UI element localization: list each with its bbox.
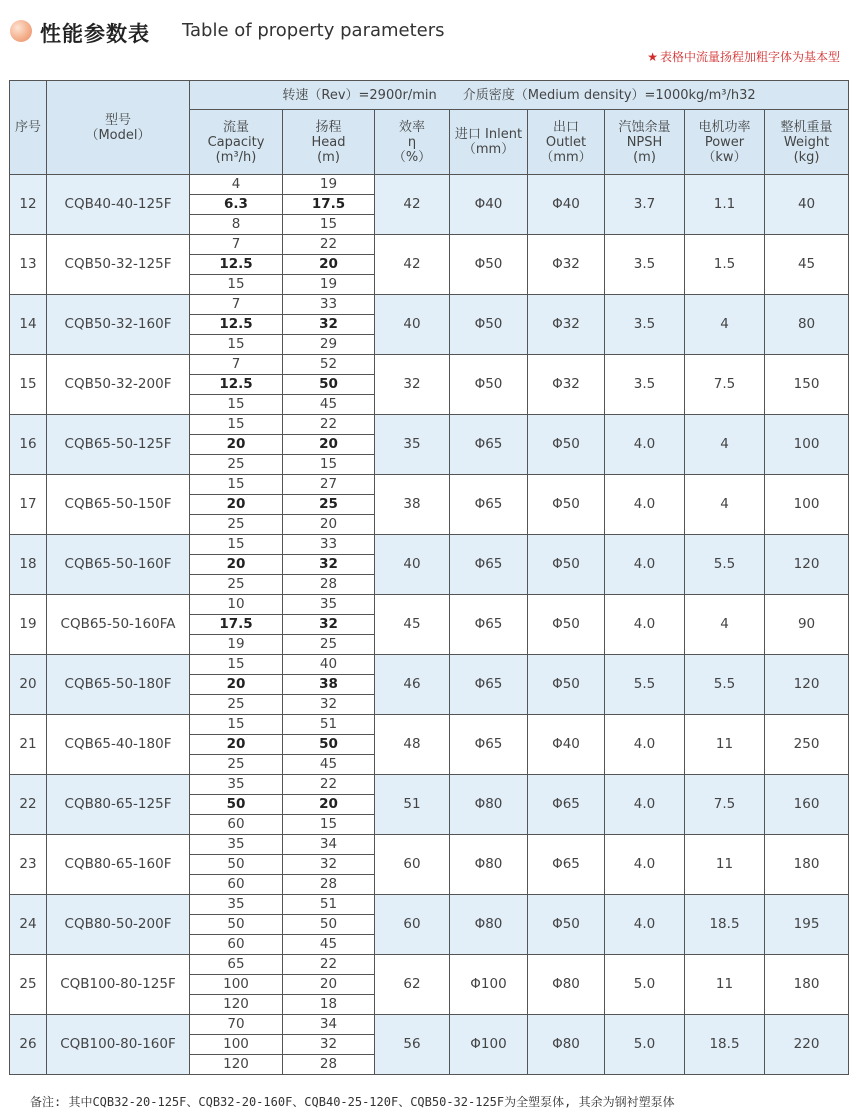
outlet-cell: Φ40 — [528, 715, 605, 775]
efficiency-cell: 60 — [375, 835, 450, 895]
inlet-cell: Φ65 — [450, 655, 528, 715]
capacity-cell: 100 — [190, 1035, 283, 1055]
npsh-cell: 4.0 — [605, 595, 685, 655]
capacity-cell: 15 — [190, 535, 283, 555]
outlet-cell: Φ65 — [528, 835, 605, 895]
capacity-cell: 20 — [190, 495, 283, 515]
col-model: 型号 （Model） — [47, 81, 190, 175]
head-cell: 35 — [283, 595, 375, 615]
capacity-cell: 35 — [190, 775, 283, 795]
model-cell: CQB65-50-160FA — [47, 595, 190, 655]
head-cell: 20 — [283, 515, 375, 535]
row-number: 16 — [10, 415, 47, 475]
npsh-cell: 4.0 — [605, 775, 685, 835]
head-cell: 22 — [283, 775, 375, 795]
head-cell: 15 — [283, 215, 375, 235]
inlet-cell: Φ65 — [450, 535, 528, 595]
npsh-cell: 4.0 — [605, 535, 685, 595]
capacity-cell: 15 — [190, 395, 283, 415]
inlet-cell: Φ80 — [450, 895, 528, 955]
capacity-cell: 12.5 — [190, 375, 283, 395]
outlet-cell: Φ50 — [528, 535, 605, 595]
capacity-cell: 25 — [190, 575, 283, 595]
efficiency-cell: 40 — [375, 295, 450, 355]
inlet-cell: Φ40 — [450, 175, 528, 235]
table-row — [10, 235, 849, 255]
power-cell: 7.5 — [685, 775, 765, 835]
table-row — [10, 1015, 849, 1035]
col-capacity: 流量 Capacity (m³/h) — [190, 110, 283, 175]
col-outlet: 出口 Outlet （mm） — [528, 110, 605, 175]
capacity-cell: 7 — [190, 295, 283, 315]
model-cell: CQB80-65-160F — [47, 835, 190, 895]
capacity-cell: 25 — [190, 455, 283, 475]
capacity-cell: 120 — [190, 995, 283, 1015]
head-cell: 22 — [283, 235, 375, 255]
weight-cell: 160 — [765, 775, 849, 835]
npsh-cell: 4.0 — [605, 895, 685, 955]
power-cell: 5.5 — [685, 655, 765, 715]
capacity-cell: 70 — [190, 1015, 283, 1035]
capacity-cell: 7 — [190, 355, 283, 375]
capacity-cell: 15 — [190, 335, 283, 355]
capacity-cell: 15 — [190, 715, 283, 735]
power-cell: 1.5 — [685, 235, 765, 295]
top-info: 转速（Rev）=2900r/min 介质密度（Medium density）=1000kg/m³/h32 — [190, 81, 849, 110]
head-cell: 45 — [283, 755, 375, 775]
model-cell: CQB100-80-160F — [47, 1015, 190, 1075]
weight-cell: 80 — [765, 295, 849, 355]
head-cell: 29 — [283, 335, 375, 355]
npsh-cell: 3.7 — [605, 175, 685, 235]
head-cell: 51 — [283, 895, 375, 915]
row-number: 25 — [10, 955, 47, 1015]
model-cell: CQB50-32-125F — [47, 235, 190, 295]
col-npsh: 汽蚀余量 NPSH (m) — [605, 110, 685, 175]
head-cell: 33 — [283, 535, 375, 555]
capacity-cell: 7 — [190, 235, 283, 255]
row-number: 15 — [10, 355, 47, 415]
weight-cell: 100 — [765, 415, 849, 475]
capacity-cell: 60 — [190, 935, 283, 955]
inlet-cell: Φ100 — [450, 1015, 528, 1075]
head-cell: 20 — [283, 975, 375, 995]
model-cell: CQB80-50-200F — [47, 895, 190, 955]
inlet-cell: Φ50 — [450, 355, 528, 415]
power-cell: 4 — [685, 475, 765, 535]
capacity-cell: 15 — [190, 475, 283, 495]
head-cell: 32 — [283, 315, 375, 335]
power-cell: 7.5 — [685, 355, 765, 415]
weight-cell: 90 — [765, 595, 849, 655]
npsh-cell: 4.0 — [605, 475, 685, 535]
footnote: 备注: 其中CQB32-20-125F、CQB32-20-160F、CQB40-25-120F、CQB50-32-125F为全塑泵体, 其余为钢衬塑泵体 — [30, 1095, 675, 1109]
head-cell: 15 — [283, 455, 375, 475]
weight-cell: 180 — [765, 835, 849, 895]
row-number: 21 — [10, 715, 47, 775]
capacity-cell: 25 — [190, 755, 283, 775]
head-cell: 19 — [283, 275, 375, 295]
capacity-cell: 15 — [190, 275, 283, 295]
col-weight: 整机重量 Weight (kg) — [765, 110, 849, 175]
table-row — [10, 415, 849, 435]
weight-cell: 150 — [765, 355, 849, 415]
model-cell: CQB65-50-125F — [47, 415, 190, 475]
model-cell: CQB65-50-160F — [47, 535, 190, 595]
table-row — [10, 715, 849, 735]
weight-cell: 120 — [765, 535, 849, 595]
outlet-cell: Φ80 — [528, 1015, 605, 1075]
power-cell: 5.5 — [685, 535, 765, 595]
head-cell: 52 — [283, 355, 375, 375]
title-english: Table of property parameters — [182, 20, 445, 41]
inlet-cell: Φ100 — [450, 955, 528, 1015]
outlet-cell: Φ50 — [528, 475, 605, 535]
head-cell: 50 — [283, 375, 375, 395]
table-body — [10, 175, 849, 1075]
npsh-cell: 5.5 — [605, 655, 685, 715]
capacity-cell: 10 — [190, 595, 283, 615]
capacity-cell: 25 — [190, 695, 283, 715]
npsh-cell: 3.5 — [605, 235, 685, 295]
outlet-cell: Φ50 — [528, 595, 605, 655]
inlet-cell: Φ50 — [450, 235, 528, 295]
row-number: 17 — [10, 475, 47, 535]
inlet-cell: Φ80 — [450, 775, 528, 835]
outlet-cell: Φ50 — [528, 895, 605, 955]
power-cell: 4 — [685, 595, 765, 655]
model-cell: CQB50-32-160F — [47, 295, 190, 355]
head-cell: 28 — [283, 1055, 375, 1075]
efficiency-cell: 62 — [375, 955, 450, 1015]
capacity-cell: 60 — [190, 815, 283, 835]
npsh-cell: 3.5 — [605, 355, 685, 415]
table-row — [10, 475, 849, 495]
capacity-cell: 15 — [190, 655, 283, 675]
col-no: 序号 — [10, 81, 47, 175]
outlet-cell: Φ50 — [528, 415, 605, 475]
head-cell: 32 — [283, 1035, 375, 1055]
capacity-cell: 17.5 — [190, 615, 283, 635]
row-number: 18 — [10, 535, 47, 595]
weight-cell: 195 — [765, 895, 849, 955]
col-inlet: 进口 Inlent （mm） — [450, 110, 528, 175]
model-cell: CQB100-80-125F — [47, 955, 190, 1015]
capacity-cell: 50 — [190, 795, 283, 815]
efficiency-cell: 42 — [375, 175, 450, 235]
head-cell: 20 — [283, 795, 375, 815]
capacity-cell: 60 — [190, 875, 283, 895]
outlet-cell: Φ32 — [528, 295, 605, 355]
npsh-cell: 4.0 — [605, 415, 685, 475]
weight-cell: 180 — [765, 955, 849, 1015]
capacity-cell: 6.3 — [190, 195, 283, 215]
capacity-cell: 20 — [190, 675, 283, 695]
head-cell: 32 — [283, 855, 375, 875]
model-cell: CQB65-40-180F — [47, 715, 190, 775]
capacity-cell: 35 — [190, 895, 283, 915]
head-cell: 19 — [283, 175, 375, 195]
efficiency-cell: 40 — [375, 535, 450, 595]
table-row — [10, 595, 849, 615]
inlet-cell: Φ50 — [450, 295, 528, 355]
capacity-cell: 20 — [190, 555, 283, 575]
head-cell: 32 — [283, 555, 375, 575]
row-number: 13 — [10, 235, 47, 295]
head-cell: 45 — [283, 935, 375, 955]
head-cell: 38 — [283, 675, 375, 695]
head-cell: 28 — [283, 875, 375, 895]
table-row — [10, 355, 849, 375]
efficiency-cell: 48 — [375, 715, 450, 775]
npsh-cell: 3.5 — [605, 295, 685, 355]
power-cell: 11 — [685, 835, 765, 895]
efficiency-cell: 32 — [375, 355, 450, 415]
npsh-cell: 4.0 — [605, 835, 685, 895]
head-cell: 27 — [283, 475, 375, 495]
head-cell: 28 — [283, 575, 375, 595]
col-head: 扬程 Head (m) — [283, 110, 375, 175]
capacity-cell: 20 — [190, 735, 283, 755]
property-table — [9, 80, 849, 1075]
table-row — [10, 295, 849, 315]
head-cell: 51 — [283, 715, 375, 735]
bullet-icon — [10, 20, 32, 42]
model-cell: CQB65-50-180F — [47, 655, 190, 715]
capacity-cell: 12.5 — [190, 315, 283, 335]
head-cell: 17.5 — [283, 195, 375, 215]
row-number: 24 — [10, 895, 47, 955]
capacity-cell: 100 — [190, 975, 283, 995]
weight-cell: 45 — [765, 235, 849, 295]
bold-note-text: 表格中流量扬程加粗字体为基本型 — [659, 50, 840, 64]
row-number: 23 — [10, 835, 47, 895]
head-cell: 18 — [283, 995, 375, 1015]
head-cell: 22 — [283, 415, 375, 435]
efficiency-cell: 35 — [375, 415, 450, 475]
power-cell: 18.5 — [685, 1015, 765, 1075]
row-number: 12 — [10, 175, 47, 235]
efficiency-cell: 38 — [375, 475, 450, 535]
bold-note — [647, 48, 840, 65]
model-cell: CQB80-65-125F — [47, 775, 190, 835]
row-number: 22 — [10, 775, 47, 835]
head-cell: 45 — [283, 395, 375, 415]
power-cell: 4 — [685, 295, 765, 355]
table-row — [10, 895, 849, 915]
inlet-cell: Φ80 — [450, 835, 528, 895]
table-row — [10, 775, 849, 795]
row-number: 26 — [10, 1015, 47, 1075]
capacity-cell: 12.5 — [190, 255, 283, 275]
efficiency-cell: 60 — [375, 895, 450, 955]
efficiency-cell: 45 — [375, 595, 450, 655]
table-row — [10, 655, 849, 675]
npsh-cell: 4.0 — [605, 715, 685, 775]
capacity-cell: 50 — [190, 855, 283, 875]
efficiency-cell: 46 — [375, 655, 450, 715]
power-cell: 11 — [685, 955, 765, 1015]
efficiency-cell: 51 — [375, 775, 450, 835]
inlet-cell: Φ65 — [450, 595, 528, 655]
row-number: 20 — [10, 655, 47, 715]
weight-cell: 40 — [765, 175, 849, 235]
inlet-cell: Φ65 — [450, 475, 528, 535]
col-efficiency: 效率 η （%） — [375, 110, 450, 175]
inlet-cell: Φ65 — [450, 415, 528, 475]
outlet-cell: Φ32 — [528, 235, 605, 295]
capacity-cell: 8 — [190, 215, 283, 235]
head-cell: 32 — [283, 615, 375, 635]
outlet-cell: Φ50 — [528, 655, 605, 715]
capacity-cell: 19 — [190, 635, 283, 655]
head-cell: 50 — [283, 735, 375, 755]
table-row — [10, 175, 849, 195]
model-cell: CQB65-50-150F — [47, 475, 190, 535]
efficiency-cell: 42 — [375, 235, 450, 295]
weight-cell: 250 — [765, 715, 849, 775]
npsh-cell: 5.0 — [605, 1015, 685, 1075]
capacity-cell: 20 — [190, 435, 283, 455]
power-cell: 4 — [685, 415, 765, 475]
head-cell: 32 — [283, 695, 375, 715]
capacity-cell: 4 — [190, 175, 283, 195]
head-cell: 40 — [283, 655, 375, 675]
inlet-cell: Φ65 — [450, 715, 528, 775]
table-row — [10, 535, 849, 555]
table-row — [10, 955, 849, 975]
row-number: 14 — [10, 295, 47, 355]
row-number: 19 — [10, 595, 47, 655]
weight-cell: 220 — [765, 1015, 849, 1075]
model-cell: CQB40-40-125F — [47, 175, 190, 235]
title-chinese: 性能参数表 — [40, 22, 150, 46]
head-cell: 50 — [283, 915, 375, 935]
table-row — [10, 835, 849, 855]
weight-cell: 100 — [765, 475, 849, 535]
head-cell: 22 — [283, 955, 375, 975]
capacity-cell: 15 — [190, 415, 283, 435]
head-cell: 25 — [283, 495, 375, 515]
capacity-cell: 120 — [190, 1055, 283, 1075]
star-icon: ★ — [647, 50, 658, 64]
head-cell: 20 — [283, 255, 375, 275]
capacity-cell: 50 — [190, 915, 283, 935]
npsh-cell: 5.0 — [605, 955, 685, 1015]
head-cell: 20 — [283, 435, 375, 455]
capacity-cell: 35 — [190, 835, 283, 855]
power-cell: 11 — [685, 715, 765, 775]
col-power: 电机功率 Power （kw） — [685, 110, 765, 175]
power-cell: 1.1 — [685, 175, 765, 235]
efficiency-cell: 56 — [375, 1015, 450, 1075]
outlet-cell: Φ80 — [528, 955, 605, 1015]
outlet-cell: Φ40 — [528, 175, 605, 235]
head-cell: 15 — [283, 815, 375, 835]
model-cell: CQB50-32-200F — [47, 355, 190, 415]
capacity-cell: 25 — [190, 515, 283, 535]
page-header — [10, 14, 855, 48]
head-cell: 34 — [283, 835, 375, 855]
outlet-cell: Φ32 — [528, 355, 605, 415]
capacity-cell: 65 — [190, 955, 283, 975]
power-cell: 18.5 — [685, 895, 765, 955]
outlet-cell: Φ65 — [528, 775, 605, 835]
head-cell: 33 — [283, 295, 375, 315]
head-cell: 25 — [283, 635, 375, 655]
weight-cell: 120 — [765, 655, 849, 715]
head-cell: 34 — [283, 1015, 375, 1035]
